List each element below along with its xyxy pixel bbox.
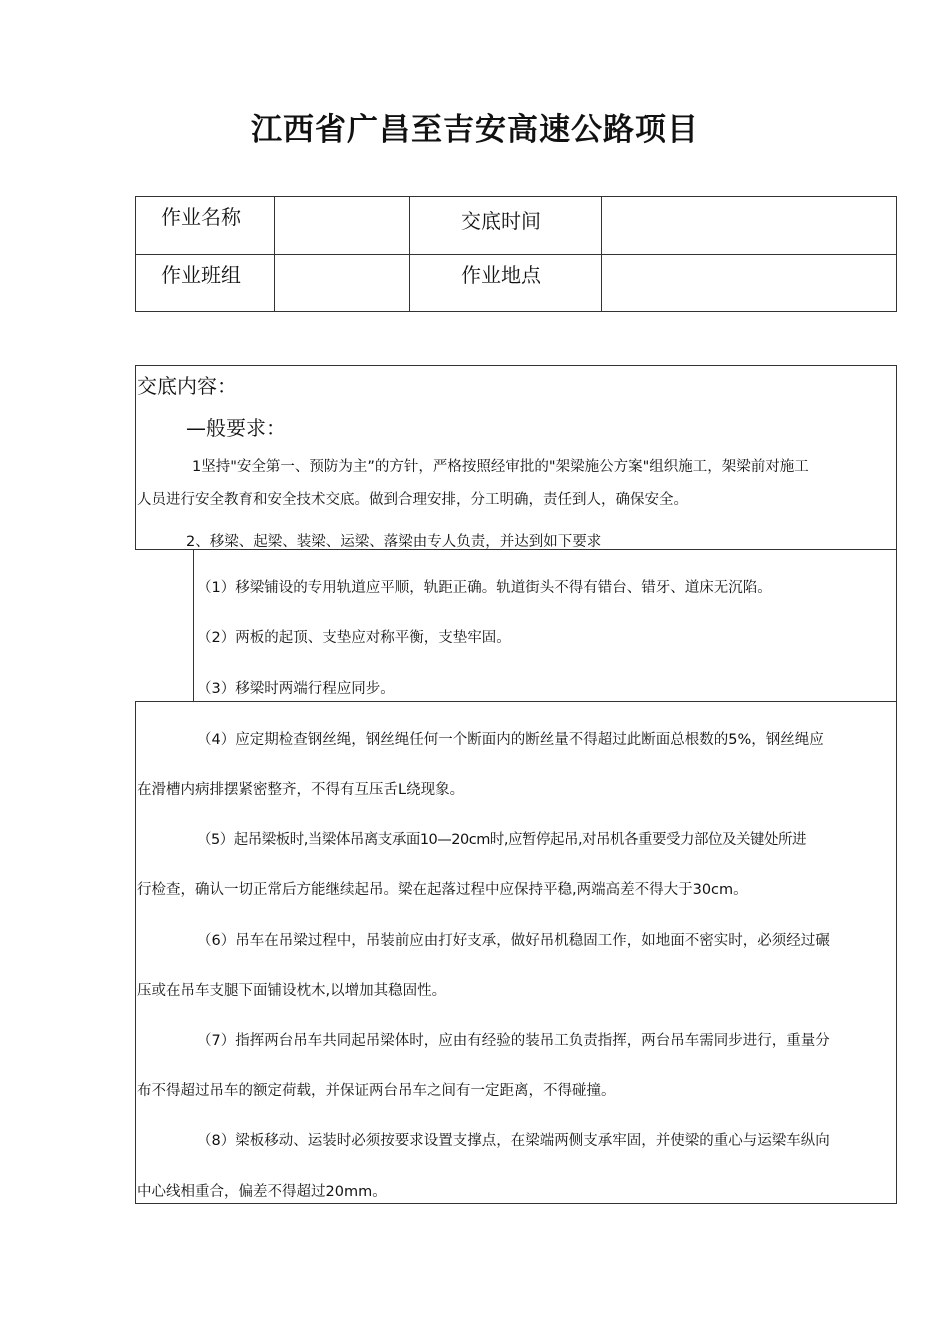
job-name-label: 作业名称 xyxy=(161,205,241,229)
requirement-item-8-line-1: （8）梁板移动、运装时必须按要求设置支撑点，在梁端两侧支承牢固，并使梁的重心与运梁车纵向 xyxy=(197,1133,830,1149)
requirement-item-4-line-2: 在滑槽内病排摆紧密整齐，不得有互压舌L绕现象。 xyxy=(137,782,465,798)
team-label: 作业班组 xyxy=(161,263,241,287)
requirement-item-2: （2）两板的起顶、支垫应对称平衡，支垫牢固。 xyxy=(197,630,511,646)
briefing-time-label: 交底时间 xyxy=(461,209,541,233)
requirement-item-5-line-1: （5）起吊梁板时,当梁体吊离支承面10—20cm时,应暂停起吊,对吊机各重要受力部位及关键处所进 xyxy=(197,832,807,848)
content-right-border-mid xyxy=(896,549,897,702)
requirement-item-7-line-2: 布不得超过吊车的额定荷载，并保证两台吊车之间有一定距离，不得碰撞。 xyxy=(137,1083,616,1099)
paragraph-1-line-2: 人员进行安全教育和安全技术交底。做到合理安排，分工明确，责任到人，确保安全。 xyxy=(137,492,688,508)
requirement-item-4-line-1: （4）应定期检查钢丝绳，钢丝绳任何一个断面内的断丝量不得超过此断面总根数的5%，钢丝绳应 xyxy=(197,732,824,748)
location-value-cell[interactable] xyxy=(602,255,896,311)
location-label: 作业地点 xyxy=(461,263,541,287)
team-value-cell[interactable] xyxy=(275,255,408,311)
content-heading: 交底内容： xyxy=(137,374,237,398)
paragraph-1-line-1: 1坚持"安全第一、预防为主”的方针，严格按照经审批的"架梁施公方案"组织施工，架梁前对施工 xyxy=(192,459,809,475)
content-left-indent-border xyxy=(193,549,194,702)
general-requirements-heading: —般要求： xyxy=(186,416,286,440)
requirement-item-8-line-2: 中心线相重合，偏差不得超过20mm。 xyxy=(137,1184,387,1200)
requirement-item-6-line-2: 压或在吊车支腿下面铺设枕木,以增加其稳固性。 xyxy=(137,983,447,999)
requirement-item-7-line-1: （7）指挥两台吊车共同起吊梁体时，应由有经验的装吊工负责指挥，两台吊车需同步进行，重量分 xyxy=(197,1033,830,1049)
requirement-item-3: （3）移梁时两端行程应同步。 xyxy=(197,681,395,697)
document-title: 江西省广昌至吉安高速公路项目 xyxy=(251,112,699,148)
paragraph-2: 2、移梁、起梁、装梁、运梁、落梁由专人负责，并达到如下要求 xyxy=(186,534,602,550)
briefing-time-value-cell[interactable] xyxy=(602,197,896,253)
info-table-col-divider-2 xyxy=(409,196,410,312)
requirement-item-1: （1）移梁铺设的专用轨道应平顺，轨距正确。轨道街头不得有错台、错牙、道床无沉陷。 xyxy=(197,580,772,596)
job-name-value-cell[interactable] xyxy=(275,197,408,253)
requirement-item-6-line-1: （6）吊车在吊梁过程中，吊装前应由打好支承，做好吊机稳固工作，如地面不密实时，必须经过碾 xyxy=(197,933,830,949)
requirement-item-5-line-2: 行检查，确认一切正常后方能继续起吊。梁在起落过程中应保持平稳,两端高差不得大于30cm。 xyxy=(137,882,748,898)
